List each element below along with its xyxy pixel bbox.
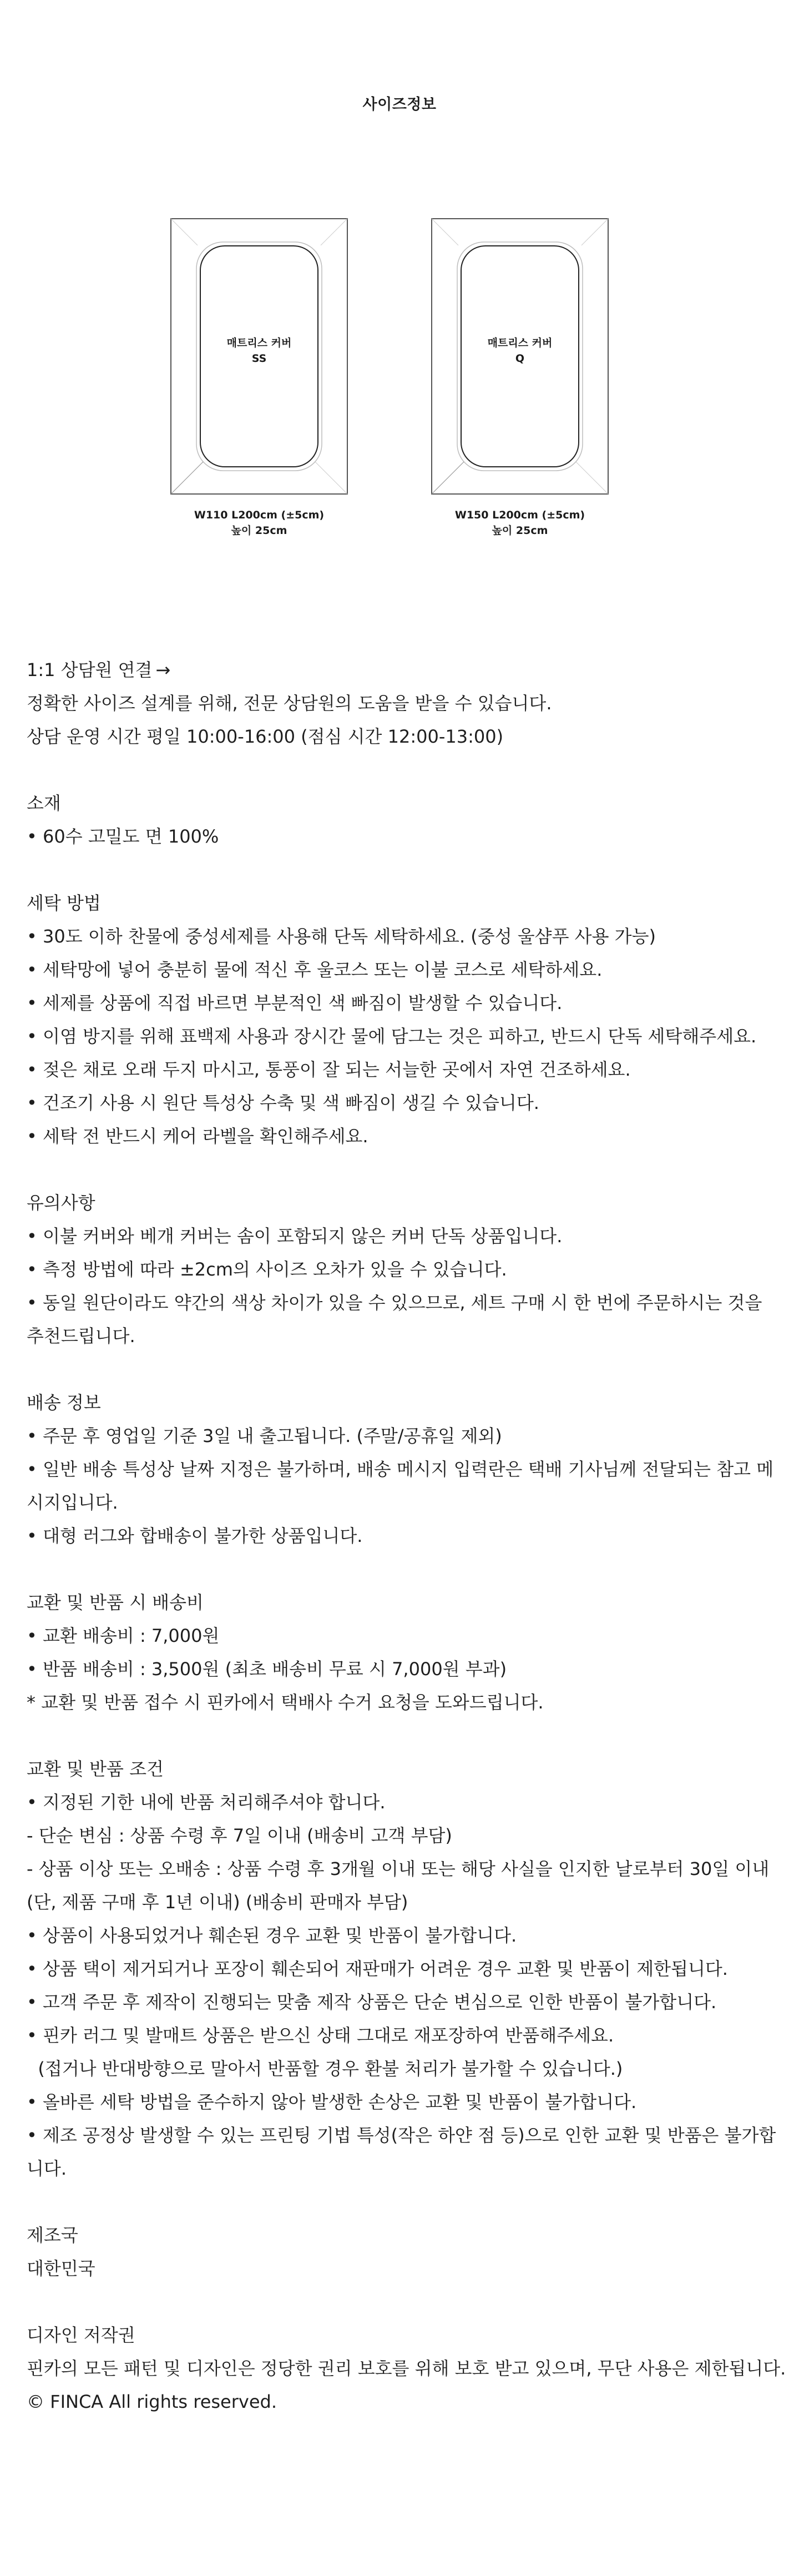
diagram-dimensions: W150 L200cm (±5cm) [454,509,585,521]
list-item: • 제조 공정상 발생할 수 있는 프린팅 기법 특성(작은 하얀 점 등)으로 인한 교환 및 반품은 불가합니다. [27,2125,776,2179]
list-item: • 젖은 채로 오래 두지 마시고, 통풍이 잘 되는 서늘한 곳에서 자연 건조하세요. [27,1059,631,1080]
return-fee-section [27,1586,781,1719]
list-item: • 주문 후 영업일 기준 3일 내 출고됩니다. (주말/공휴일 제외) [27,1425,502,1446]
copyright-section [27,2318,786,2418]
section-heading: 소재 [27,793,61,814]
origin-section [27,2219,781,2285]
washing-section [27,886,781,1153]
product-info [27,653,786,2452]
section-heading: 교환 및 반품 시 배송비 [27,1592,204,1613]
list-item: • 이염 방지를 위해 표백제 사용과 장시간 물에 담그는 것은 피하고, 반드시 단독 세탁해주세요. [27,1026,757,1047]
list-item: • 고객 주문 후 제작이 진행되는 맞춤 제작 상품은 단순 변심으로 인한 반품이 불가합니다. [27,1992,717,2013]
material-section [27,787,781,853]
consult-link[interactable] [27,653,170,687]
page-title: 사이즈정보 [362,96,437,113]
list-item: • 이불 커버와 베개 커버는 솜이 포함되지 않은 커버 단독 상품입니다. [27,1226,563,1247]
consult-hours: 상담 운영 시간 평일 10:00-16:00 (점심 시간 12:00-13:00) [27,726,504,747]
arrow-right-icon: → [155,659,171,680]
section-heading: 디자인 저작권 [27,2325,135,2346]
list-item: • 교환 배송비 : 7,000원 [27,1625,220,1646]
diagram-height: 높이 25cm [231,525,287,537]
caution-section [27,1186,781,1353]
list-item: • 일반 배송 특성상 날짜 지정은 불가하며, 배송 메시지 입력란은 택배 기사님께 전달되는 참고 메시지입니다. [27,1459,774,1513]
list-item: • 동일 원단이라도 약간의 색상 차이가 있을 수 있으므로, 세트 구매 시 한 번에 주문하시는 것을 추천드립니다. [27,1292,762,1347]
list-item: (단, 제품 구매 후 1년 이내) (배송비 판매자 부담) [27,1892,408,1913]
diagram-height: 높이 25cm [492,525,548,537]
list-item: • 상품 택이 제거되거나 포장이 훼손되어 재판매가 어려운 경우 교환 및 반품이 제한됩니다. [27,1958,728,1979]
list-item: * 교환 및 반품 접수 시 핀카에서 택배사 수거 요청을 도와드립니다. [27,1692,544,1713]
diagram-label: 매트리스 커버 [487,337,553,349]
section-heading: 교환 및 반품 조건 [27,1758,164,1779]
diagram-label: 매트리스 커버 [226,337,292,349]
size-diagrams [0,0,799,555]
list-item: • 측정 방법에 따라 ±2cm의 사이즈 오차가 있을 수 있습니다. [27,1259,507,1280]
section-heading: 세탁 방법 [27,893,101,914]
list-item: • 세제를 상품에 직접 바르면 부분적인 색 빠짐이 발생할 수 있습니다. [27,992,563,1014]
list-item: • 30도 이하 찬물에 중성세제를 사용해 단독 세탁하세요. (중성 울샴푸 사용 가능) [27,926,656,947]
section-heading: 제조국 [27,2225,78,2246]
list-item: • 지정된 기한 내에 반품 처리해주셔야 합니다. [27,1792,386,1813]
list-item: - 단순 변심 : 상품 수령 후 7일 이내 (배송비 고객 부담) [27,1825,452,1846]
list-item: - 상품 이상 또는 오배송 : 상품 수령 후 3개월 이내 또는 해당 사실을 인지한 날로부터 30일 이내 [27,1858,770,1879]
list-item: • 세탁 전 반드시 케어 라벨을 확인해주세요. [27,1126,368,1147]
consult-link-label: 1:1 상담원 연결 [27,659,153,680]
consult-description: 정확한 사이즈 설계를 위해, 전문 상담원의 도움을 받을 수 있습니다. [27,693,552,714]
list-item: 핀카의 모든 패턴 및 디자인은 정당한 권리 보호를 위해 보호 받고 있으며, 무단 사용은 제한됩니다. [27,2358,786,2379]
copyright-notice: © FINCA All rights reserved. [27,2391,277,2412]
diagram-ss [170,218,348,537]
return-policy-section [27,1752,781,2185]
list-item: • 건조기 사용 시 원단 특성상 수축 및 색 빠짐이 생길 수 있습니다. [27,1092,539,1113]
section-heading: 유의사항 [27,1192,95,1213]
diagram-size-code: Q [515,352,525,365]
list-item: 대한민국 [27,2258,95,2279]
list-item: • 세탁망에 넣어 충분히 물에 적신 후 울코스 또는 이불 코스로 세탁하세요. [27,959,603,980]
diagram-size-code: SS [251,352,267,365]
list-item: • 대형 러그와 합배송이 불가한 상품입니다. [27,1525,363,1546]
list-item: (접거나 반대방향으로 말아서 반품할 경우 환불 처리가 불가할 수 있습니다.) [27,2058,623,2079]
diagram-q [431,218,609,537]
section-heading: 배송 정보 [27,1392,101,1413]
consult-section [27,653,781,753]
list-item: • 상품이 사용되었거나 훼손된 경우 교환 및 반품이 불가합니다. [27,1925,517,1946]
diagram-dimensions: W110 L200cm (±5cm) [194,509,325,521]
shipping-section [27,1386,781,1552]
list-item: • 반품 배송비 : 3,500원 (최초 배송비 무료 시 7,000원 부과) [27,1658,507,1680]
list-item: • 올바른 세탁 방법을 준수하지 않아 발생한 손상은 교환 및 반품이 불가합니다. [27,2091,637,2113]
list-item: • 60수 고밀도 면 100% [27,826,219,847]
list-item: • 핀카 러그 및 발매트 상품은 받으신 상태 그대로 재포장하여 반품해주세요. [27,2025,614,2046]
